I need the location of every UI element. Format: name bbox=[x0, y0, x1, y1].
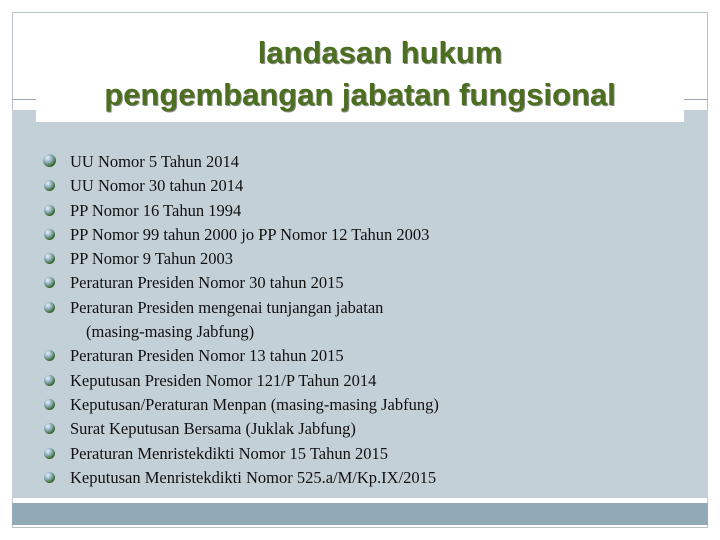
list-item-text: Peraturan Presiden Nomor 30 tahun 2015 bbox=[70, 273, 344, 293]
list-item-text: UU Nomor 30 tahun 2014 bbox=[70, 176, 244, 196]
list-item bbox=[44, 393, 694, 417]
sphere-bullet-icon bbox=[44, 180, 55, 191]
list-item bbox=[44, 296, 694, 345]
title-rule-left bbox=[12, 99, 36, 100]
list-item-text: Peraturan Presiden Nomor 13 tahun 2015 bbox=[70, 346, 344, 366]
sphere-bullet-icon bbox=[44, 205, 55, 216]
list-item bbox=[44, 223, 694, 247]
list-item bbox=[44, 247, 694, 271]
list-item-text: Keputusan Menristekdikti Nomor 525.a/M/Kp.IX/2015 bbox=[70, 467, 437, 487]
sphere-bullet-icon bbox=[43, 154, 56, 167]
list-item-text: Peraturan Presiden mengenai tunjangan jabatan bbox=[70, 297, 384, 317]
list-item bbox=[44, 174, 694, 198]
sphere-bullet-icon bbox=[44, 472, 55, 483]
list-item-text: PP Nomor 9 Tahun 2003 bbox=[70, 249, 233, 269]
sphere-bullet-icon bbox=[44, 277, 55, 288]
list-item-text: PP Nomor 16 Tahun 1994 bbox=[70, 200, 242, 220]
list-item-text: PP Nomor 99 tahun 2000 jo PP Nomor 12 Tahun 2003 bbox=[70, 224, 430, 244]
list-item bbox=[44, 417, 694, 441]
list-item bbox=[44, 199, 694, 223]
legal-basis-list bbox=[44, 150, 694, 490]
sphere-bullet-icon bbox=[44, 229, 55, 240]
sphere-bullet-icon bbox=[44, 399, 55, 410]
list-item-continuation: (masing-masing Jabfung) bbox=[86, 322, 255, 342]
list-item bbox=[44, 150, 694, 174]
sphere-bullet-icon bbox=[44, 253, 55, 264]
list-item-text: UU Nomor 5 Tahun 2014 bbox=[70, 152, 240, 171]
sphere-bullet-icon bbox=[44, 302, 55, 313]
list-item-text: Keputusan Presiden Nomor 121/P Tahun 2014 bbox=[70, 370, 377, 390]
sphere-bullet-icon bbox=[44, 448, 55, 459]
list-item bbox=[44, 369, 694, 393]
list-item-text: Peraturan Menristekdikti Nomor 15 Tahun 2015 bbox=[70, 443, 388, 463]
sphere-bullet-icon bbox=[44, 375, 55, 386]
list-item bbox=[44, 344, 694, 368]
list-item bbox=[44, 271, 694, 295]
title-rule-right bbox=[684, 99, 708, 100]
slide-title-line-2: pengembangan jabatan fungsional bbox=[104, 77, 616, 112]
sphere-bullet-icon bbox=[44, 423, 55, 434]
footer-band bbox=[12, 503, 708, 525]
list-item bbox=[44, 442, 694, 466]
sphere-bullet-icon bbox=[44, 350, 55, 361]
list-item-text: Surat Keputusan Bersama (Juklak Jabfung) bbox=[70, 419, 356, 439]
list-item-text: Keputusan/Peraturan Menpan (masing-masing Jabfung) bbox=[70, 394, 439, 414]
slide-title-line-1: landasan hukum bbox=[257, 35, 503, 70]
title-box bbox=[36, 28, 684, 122]
list-item bbox=[44, 466, 694, 490]
